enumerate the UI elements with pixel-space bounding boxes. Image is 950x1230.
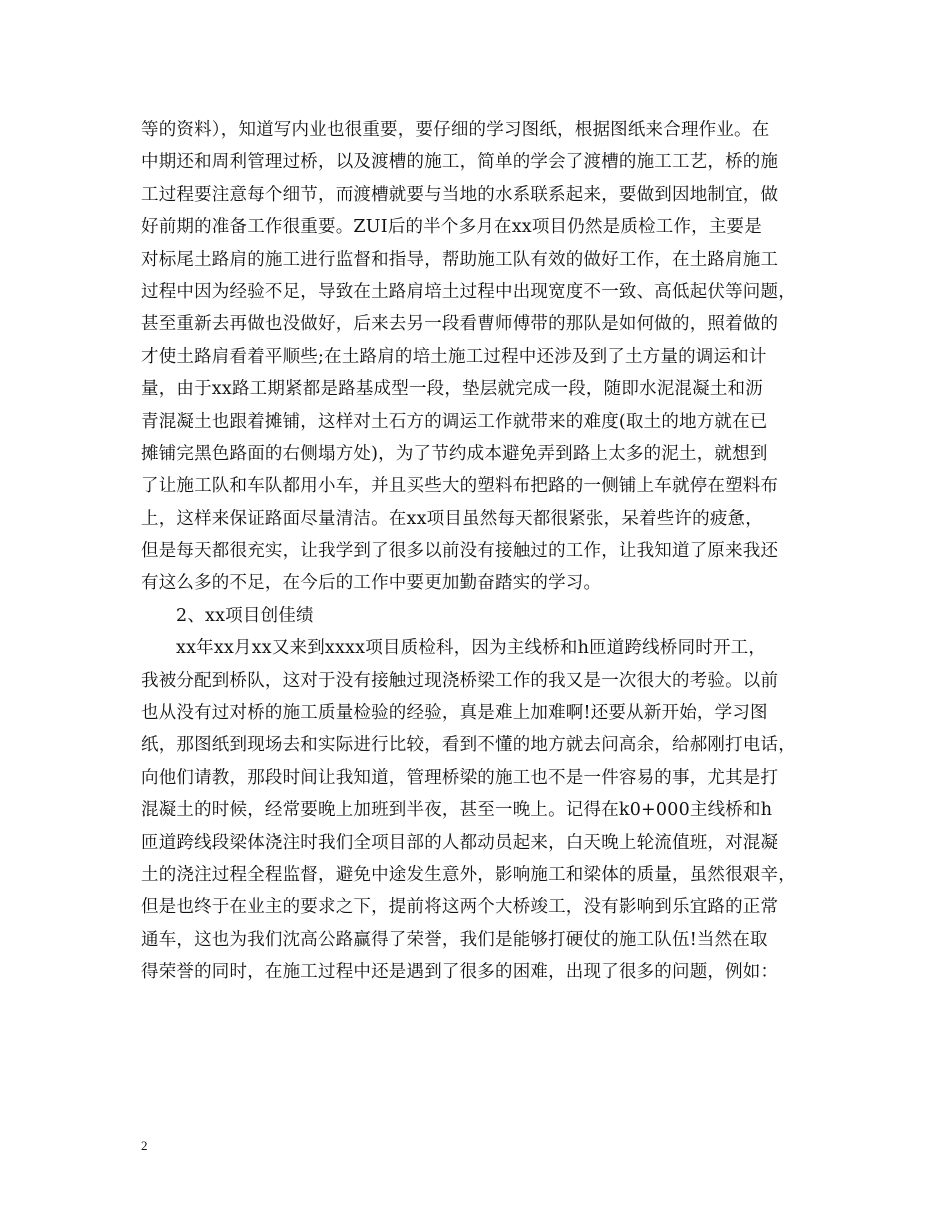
- text-line: 我被分配到桥队，这对于没有接触过现浇桥梁工作的我又是一次很大的考验。以前: [141, 670, 779, 691]
- text-line: 了让施工队和车队都用小车，并且买些大的塑料布把路的一侧铺上车就停在塑料布: [141, 476, 779, 497]
- text-line: 也从没有过对桥的施工质量检验的经验，真是难上加难啊!还要从新开始，学习图: [141, 703, 768, 724]
- text-line: 2、xx项目创佳绩: [176, 605, 314, 626]
- paragraph: [141, 632, 821, 988]
- text-line: 才使土路肩看着平顺些;在土路肩的培土施工过程中还涉及到了土方量的调运和计: [141, 346, 767, 367]
- text-line: 量，由于xx路工期紧都是路基成型一段，垫层就完成一段，随即水泥混凝土和沥: [141, 379, 763, 400]
- text-line: 工过程要注意每个细节，而渡槽就要与当地的水系联系起来，要做到因地制宜，做: [141, 184, 779, 205]
- text-line: 向他们请教，那段时间让我知道，管理桥梁的施工也不是一件容易的事，尤其是打: [141, 767, 779, 788]
- text-line: 摊铺完黑色路面的右侧塌方处)，为了节约成本避免弄到路上太多的泥土，就想到: [141, 443, 768, 464]
- text-line: 得荣誉的同时，在施工过程中还是遇到了很多的困难，出现了很多的问题，例如：: [141, 962, 779, 983]
- text-line: 对标尾土路肩的施工进行监督和指导，帮助施工队有效的做好工作，在土路肩施工: [141, 249, 779, 270]
- text-line: 上，这样来保证路面尽量清洁。在xx项目虽然每天都很紧张，呆着些许的疲惫，: [141, 508, 763, 529]
- text-line: 但是每天都很充实，让我学到了很多以前没有接触过的工作，让我知道了原来我还: [141, 541, 779, 562]
- text-line: 青混凝土也跟着摊铺，这样对土石方的调运工作就带来的难度(取土的地方就在已: [141, 411, 768, 432]
- paragraph: [141, 114, 821, 600]
- text-line: 好前期的准备工作很重要。ZUI后的半个多月在xx项目仍然是质检工作，主要是: [141, 217, 762, 238]
- text-line: 有这么多的不足，在今后的工作中要更加勤奋踏实的学习。: [141, 573, 602, 594]
- text-line: 纸，那图纸到现场去和实际进行比较，看到不懂的地方就去问高余，给郝刚打电话，: [141, 735, 796, 756]
- page-number: 2: [141, 1138, 148, 1153]
- text-line: 甚至重新去再做也没做好，后来去另一段看曹师傅带的那队是如何做的，照着做的: [141, 314, 779, 335]
- text-line: 中期还和周利管理过桥，以及渡槽的施工，简单的学会了渡槽的施工工艺，桥的施: [141, 152, 779, 173]
- text-line: 但是也终于在业主的要求之下，提前将这两个大桥竣工，没有影响到乐宜路的正常: [141, 897, 779, 918]
- text-line: 过程中因为经验不足，导致在土路肩培土过程中出现宽度不一致、高低起伏等问题，: [141, 281, 796, 302]
- text-line: xx年xx月xx又来到xxxx项目质检科，因为主线桥和h匝道跨线桥同时开工，: [176, 638, 767, 659]
- text-line: 通车，这也为我们沈高公路赢得了荣誉，我们是能够打硬仗的施工队伍!当然在取: [141, 929, 768, 950]
- document-body: [141, 114, 821, 989]
- text-line: 混凝土的时候，经常要晚上加班到半夜，甚至一晚上。记得在k0+000主线桥和h: [141, 800, 773, 821]
- text-line: 匝道跨线段梁体浇注时我们全项目部的人都动员起来，白天晚上轮流值班，对混凝: [141, 832, 779, 853]
- text-line: 等的资料），知道写内业也很重要，要仔细的学习图纸，根据图纸来合理作业。在: [141, 120, 770, 140]
- paragraph: [141, 600, 821, 632]
- text-line: 土的浇注过程全程监督，避免中途发生意外，影响施工和梁体的质量，虽然很艰辛，: [141, 864, 796, 885]
